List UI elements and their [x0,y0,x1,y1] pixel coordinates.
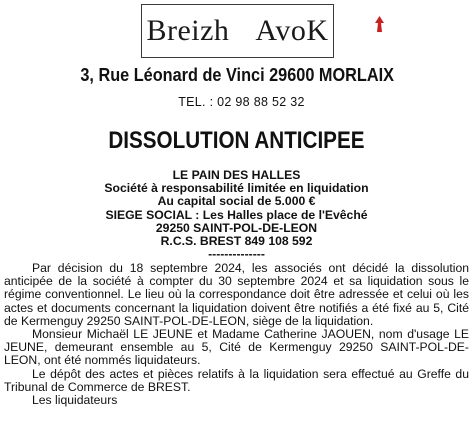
company-rcs: R.C.S. BREST 849 108 592 [160,234,313,249]
logo-wordmark [142,14,333,48]
company-city: 29250 SAINT-POL-DE-LEON [155,220,318,235]
company-form: Société à responsabilité limitée en liquidation [104,181,369,196]
company-block [0,169,473,261]
company-capital: Au capital social de 5.000 € [157,194,316,209]
publisher-address: 3, Rue Léonard de Vinci 29600 MORLAIX [80,64,394,85]
publisher-phone: TEL. : 02 98 88 52 32 [178,95,305,109]
signature: Les liquidateurs [32,393,118,408]
publisher-logo [141,4,334,58]
company-name: LE PAIN DES HALLES [172,168,301,182]
company-headquarters: SIEGE SOCIAL : Les Halles place de l'Evêché [105,207,368,222]
logo-word-right: AvoK [255,14,329,47]
paragraph-deposit: Le dépôt des actes et pièces relatifs à la liquidation sera effectué au Greffe du Tribunal de Commerce de BREST. [4,366,469,394]
ermine-icon [374,16,385,32]
notice-body [4,262,469,407]
separator: -------------- [208,247,265,262]
logo-word-left: Breizh [146,14,230,47]
notice-title: DISSOLUTION ANTICIPEE [108,127,365,154]
paragraph-decision: Par décision du 18 septembre 2024, les associés ont décidé la dissolution anticipée de la société à compter du 30 septembre 2024 et sa liquidation sous le régime conventionnel. Le lieu où la correspondance doit être adressée et celui où les actes et documents concernant la liquidation doivent être notifiés a été fixé au 5, Cité de Kermenguy 29250 SAINT-POL-DE-LEON, siège de la liquidation. [4,261,469,328]
paragraph-liquidators: Monsieur Michaël LE JEUNE et Madame Catherine JAOUEN, nom d'usage LE JEUNE, demeurant ensemble au 5, Cité de Kermenguy 29250 SAINT-POL-DE-LEON, ont été nommés liquidateurs. [4,327,469,368]
